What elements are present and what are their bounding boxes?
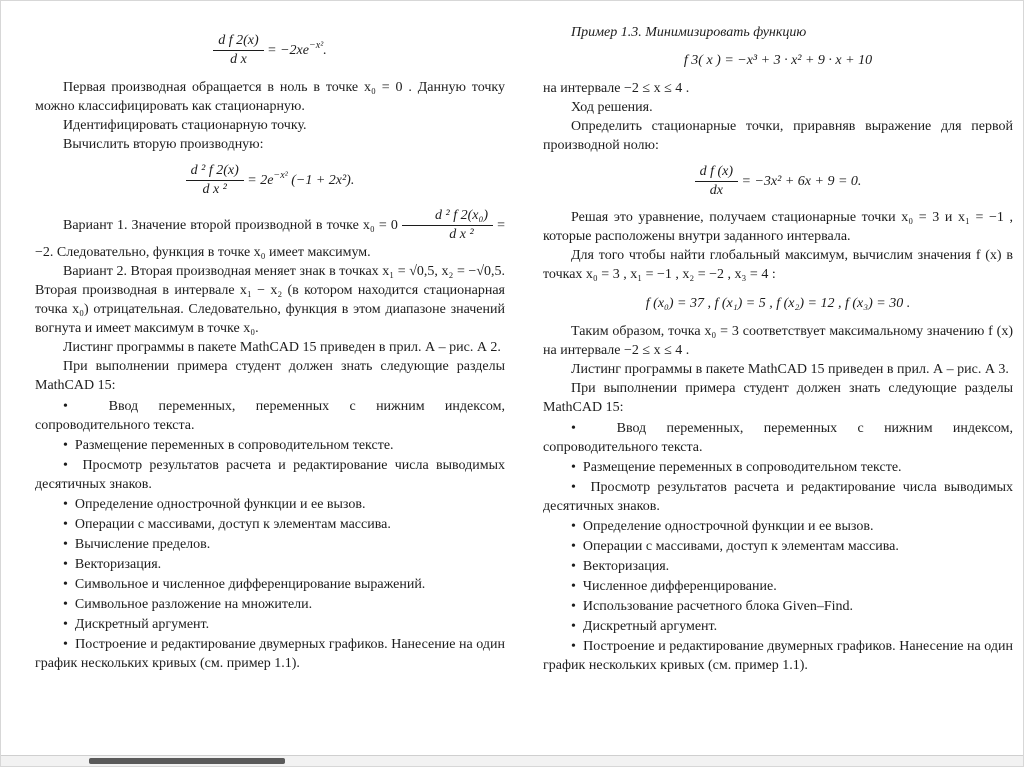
right-column xyxy=(543,23,1013,676)
formula-second-derivative xyxy=(35,163,505,198)
fraction xyxy=(213,33,263,68)
list-item: • Определение однострочной функции и ее вызов. xyxy=(543,517,1013,536)
two-column-layout xyxy=(1,1,1023,686)
list-item: • Размещение переменных в сопроводительном тексте. xyxy=(543,458,1013,477)
paragraph: Первая производная обращается в ноль в точке x₀ = 0 . Данную точку можно классифицировать как стационарную. xyxy=(35,80,505,115)
inline-fraction xyxy=(402,208,493,243)
list-item: • Размещение переменных в сопроводительном тексте. xyxy=(35,436,505,455)
paragraph: При выполнении примера студент должен знать следующие разделы MathCAD 15: xyxy=(35,358,505,393)
scrollbar-track[interactable] xyxy=(1,755,1023,766)
fraction xyxy=(695,164,738,199)
fraction-numerator: d f (x) xyxy=(695,164,738,182)
mathcad-topics-list-left xyxy=(35,397,505,673)
formula-derivative-equation xyxy=(543,164,1013,199)
paragraph: Решая это уравнение, получаем стационарные точки x₀ = 3 и x₁ = −1 , которые расположены внутри заданного интервала. xyxy=(543,210,1013,245)
list-item: • Численное дифференцирование. xyxy=(543,577,1013,596)
list-item: • Просмотр результатов расчета и редактирование числа выводимых десятичных знаков. xyxy=(35,456,505,494)
paragraph: Определить стационарные точки, приравняв выражение для первой производной нолю: xyxy=(543,119,1013,154)
formula-exponent: −x² xyxy=(273,170,288,182)
mathcad-topics-list-right xyxy=(543,419,1013,675)
formula-function-values: f (x₀) = 37 , f (x₁) = 5 , f (x₂) = 12 , f (x₃) = 30 . xyxy=(645,295,911,311)
fraction-numerator: d ² f 2(x) xyxy=(186,163,244,181)
formula-rhs: = −3x² + 6x + 9 = 0. xyxy=(741,174,862,189)
formula-end: (−1 + 2x²). xyxy=(287,173,355,189)
formula-function-f3: f 3( x ) = −x³ + 3 · x² + 9 · x + 10 xyxy=(683,53,873,69)
formula-rhs: = −2xe xyxy=(267,42,309,58)
list-item: • Дискретный аргумент. xyxy=(543,617,1013,636)
list-item: • Операции с массивами, доступ к элементам массива. xyxy=(543,537,1013,556)
formula-end: . xyxy=(323,42,327,58)
fraction-numerator: d f 2(x) xyxy=(213,33,263,51)
variant1-text-pre: Вариант 1. Значение второй производной в точке x₀ = 0 xyxy=(63,217,398,233)
paragraph: Ход решения. xyxy=(571,100,653,116)
paragraph-variant-2: Вариант 2. Вторая производная меняет знак в точках x₁ = √0,5, x₂ = −√0,5. Вторая производная в интервале x₁ − x₂ (в котором находится стационарная точка x₀) отрицательная. Следовательно, функция в этом диапазоне значений вогнута и имеет максимум в точке x₀. xyxy=(35,263,505,336)
list-item: • Просмотр результатов расчета и редактирование числа выводимых десятичных знаков. xyxy=(543,478,1013,516)
list-item: • Дискретный аргумент. xyxy=(35,615,505,634)
paragraph-variant-1 xyxy=(35,208,505,262)
list-item: • Векторизация. xyxy=(543,557,1013,576)
formula-first-derivative xyxy=(35,33,505,68)
example-title: Пример 1.3. Минимизировать функцию xyxy=(571,25,807,40)
formula-exponent: −x² xyxy=(308,40,324,52)
fraction-numerator: d ² f 2(x₀) xyxy=(402,208,493,226)
scrollbar-thumb[interactable] xyxy=(89,758,285,764)
variant1-text-post: = −2. Следовательно, функция в точке x₀ имеет максимум. xyxy=(35,217,505,260)
paragraph: Листинг программы в пакете MathCAD 15 приведен в прил. А – рис. А 2. xyxy=(63,339,501,355)
paragraph: Идентифицировать стационарную точку. xyxy=(63,118,307,134)
list-item: • Вычисление пределов. xyxy=(35,535,505,554)
fraction xyxy=(186,163,244,198)
paragraph: на интервале −2 ≤ x ≤ 4 . xyxy=(543,81,690,97)
list-item: • Построение и редактирование двумерных графиков. Нанесение на один график нескольких кривых (см. пример 1.1). xyxy=(543,637,1013,675)
fraction-denominator: d x ² xyxy=(449,226,474,242)
paragraph: Для того чтобы найти глобальный максимум, вычислим значения f (x) в точках x₀ = 3 , x₁ = −1 , x₂ = −2 , x₃ = 4 : xyxy=(543,248,1013,283)
formula-rhs: = 2e xyxy=(247,173,274,189)
list-item: • Использование расчетного блока Given–Find. xyxy=(543,597,1013,616)
list-item: • Операции с массивами, доступ к элементам массива. xyxy=(35,515,505,534)
fraction-denominator: d x xyxy=(230,52,247,68)
paragraph: Листинг программы в пакете MathCAD 15 приведен в прил. А – рис. А 3. xyxy=(571,361,1009,377)
paragraph: При выполнении примера студент должен знать следующие разделы MathCAD 15: xyxy=(543,380,1013,415)
list-item: • Символьное разложение на множители. xyxy=(35,595,505,614)
list-item: • Символьное и численное дифференцирование выражений. xyxy=(35,575,505,594)
fraction-denominator: d x ² xyxy=(202,182,227,198)
list-item: • Ввод переменных, переменных с нижним индексом, сопроводительного текста. xyxy=(35,397,505,435)
list-item: • Ввод переменных, переменных с нижним индексом, сопроводительного текста. xyxy=(543,419,1013,457)
list-item: • Векторизация. xyxy=(35,555,505,574)
list-item: • Определение однострочной функции и ее вызов. xyxy=(35,495,505,514)
list-item: • Построение и редактирование двумерных графиков. Нанесение на один график нескольких кривых (см. пример 1.1). xyxy=(35,635,505,673)
paragraph: Таким образом, точка x₀ = 3 соответствует максимальному значению f (x) на интервале −2 ≤ x ≤ 4 . xyxy=(543,323,1013,358)
fraction-denominator: dx xyxy=(709,183,723,199)
paragraph: Вычислить вторую производную: xyxy=(63,137,264,153)
left-column xyxy=(35,23,505,676)
